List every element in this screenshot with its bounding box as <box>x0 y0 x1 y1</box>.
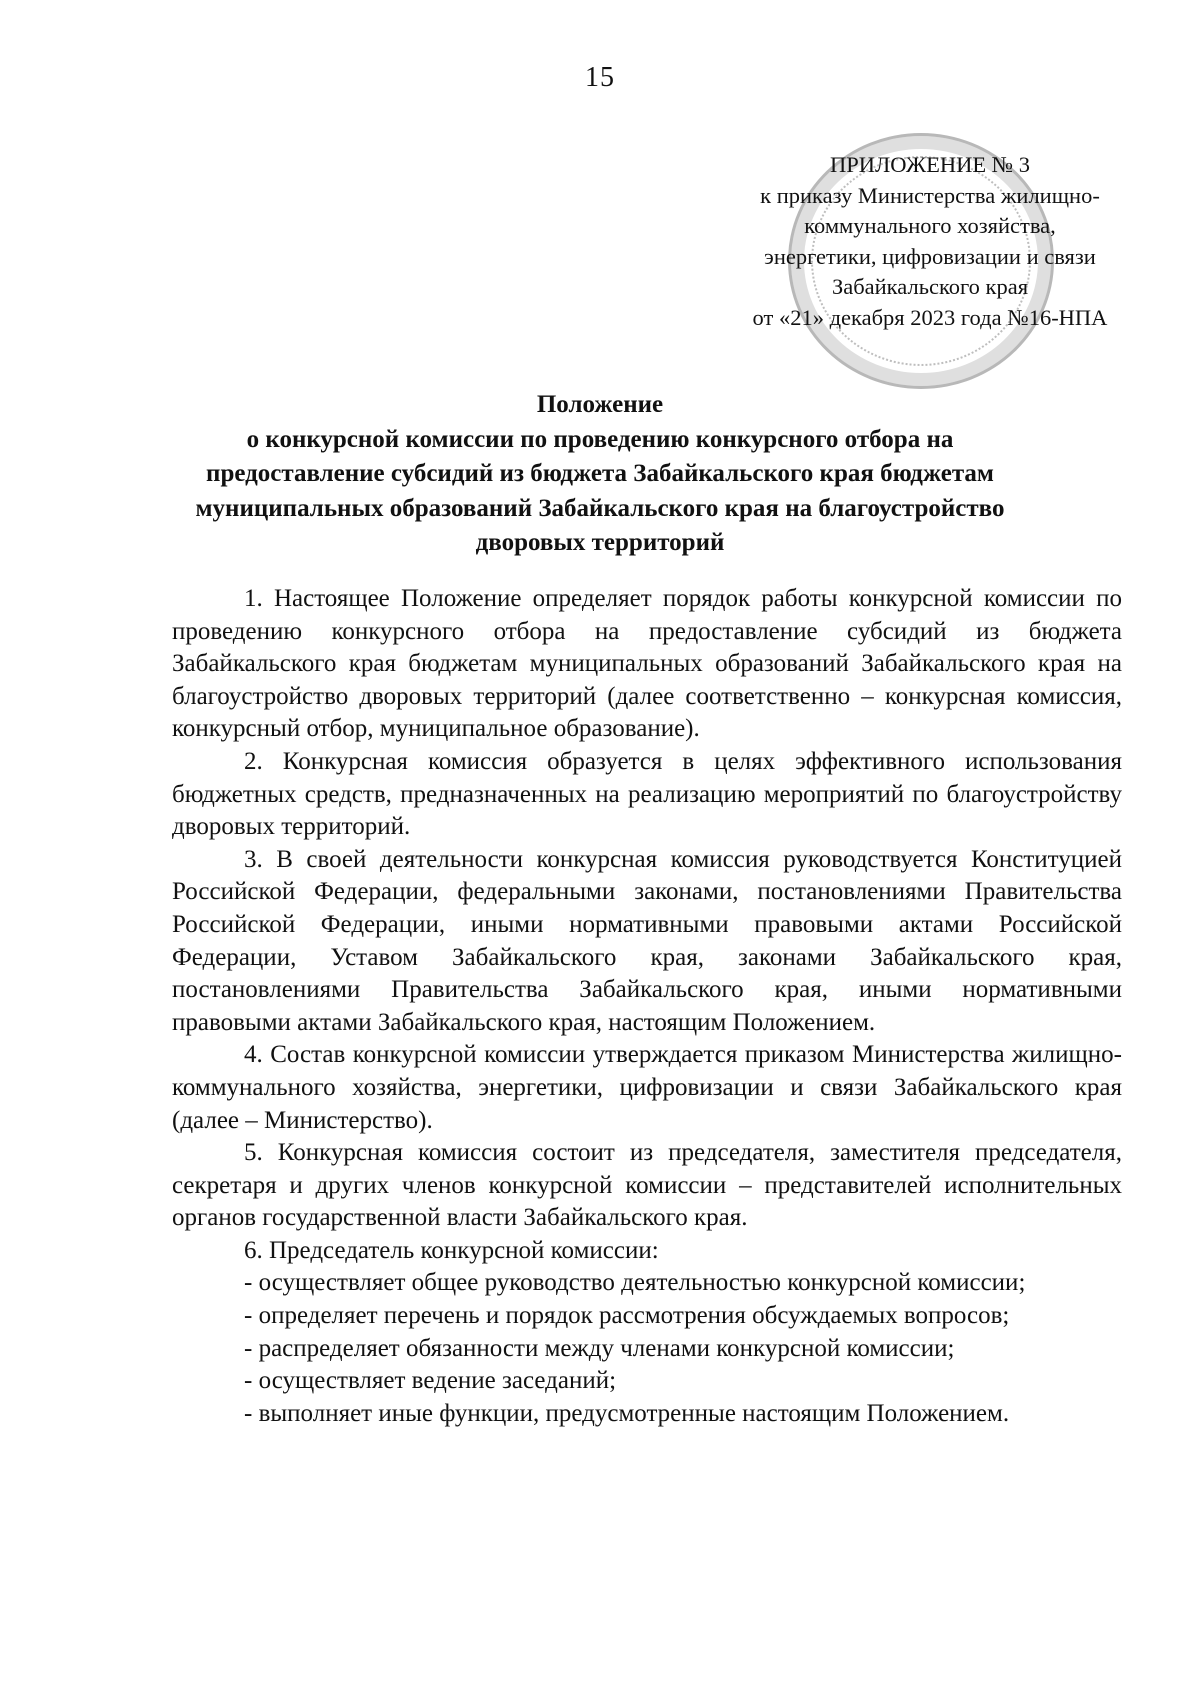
list-item: - распределяет обязанности между членами конкурсной комиссии; <box>244 1334 955 1362</box>
paragraph: 2. Конкурсная комиссия образуется в целях эффективного использования бюджетных средств, предназначенных на реализацию мероприятий по благоустройству дворовых территорий. <box>172 747 1122 841</box>
title-line: муниципальных образований Забайкальского края на благоустройство <box>195 494 1005 522</box>
document-title <box>120 388 1080 561</box>
title-line: о конкурсной комиссии по проведению конкурсного отбора на <box>246 425 954 453</box>
paragraph: 3. В своей деятельности конкурсная комиссия руководствуется Конституцией Российской Федерации, федеральными законами, постановлениями Правительства Российской Федерации, иными нормативными правовыми актами Российской Федерации, Уставом Забайкальского края, законами Забайкальского края, постановлениями Правительства Забайкальского края, иными нормативными правовыми актами Забайкальского края, настоящим Положением. <box>172 845 1122 1036</box>
paragraph: 1. Настоящее Положение определяет порядок работы конкурсной комиссии по проведению конкурсного отбора на предоставление субсидий из бюджета Забайкальского края бюджетам муниципальных образований Забайкальского края на благоустройство дворовых территорий (далее соответственно – конкурсная комиссия, конкурсный отбор, муниципальное образование). <box>172 585 1122 743</box>
title-line: предоставление субсидий из бюджета Забайкальского края бюджетам <box>206 460 994 487</box>
appendix-header <box>720 150 1140 333</box>
list-item: - определяет перечень и порядок рассмотрения обсуждаемых вопросов; <box>244 1302 1010 1330</box>
list-item: - осуществляет общее руководство деятельностью конкурсной комиссии; <box>244 1269 1026 1297</box>
appendix-line: ПРИЛОЖЕНИЕ № 3 <box>829 152 1031 177</box>
paragraph: 5. Конкурсная комиссия состоит из председателя, заместителя председателя, секретаря и других членов конкурсной комиссии – представителей исполнительных органов государственной власти Забайкальского края. <box>172 1139 1122 1232</box>
appendix-line: к приказу Министерства жилищно- <box>760 182 1100 208</box>
title-line: дворовых территорий <box>475 529 725 556</box>
paragraph: 4. Состав конкурсной комиссии утверждается приказом Министерства жилищно-коммунального хозяйства, энергетики, цифровизации и связи Забайкальского края (далее – Министерство). <box>172 1041 1122 1134</box>
document-body <box>172 583 1122 1430</box>
list-item: - осуществляет ведение заседаний; <box>244 1367 617 1395</box>
title-line: Положение <box>536 391 664 418</box>
list-item: - выполняет иные функции, предусмотренные настоящим Положением. <box>244 1399 1010 1427</box>
paragraph: 6. Председатель конкурсной комиссии: <box>244 1236 659 1264</box>
page-number: 15 <box>585 62 615 93</box>
appendix-line: коммунального хозяйства, <box>804 213 1056 238</box>
appendix-line: от «21» декабря 2023 года №16-НПА <box>752 304 1108 330</box>
appendix-line: энергетики, цифровизации и связи <box>764 243 1096 269</box>
appendix-line: Забайкальского края <box>831 274 1029 299</box>
